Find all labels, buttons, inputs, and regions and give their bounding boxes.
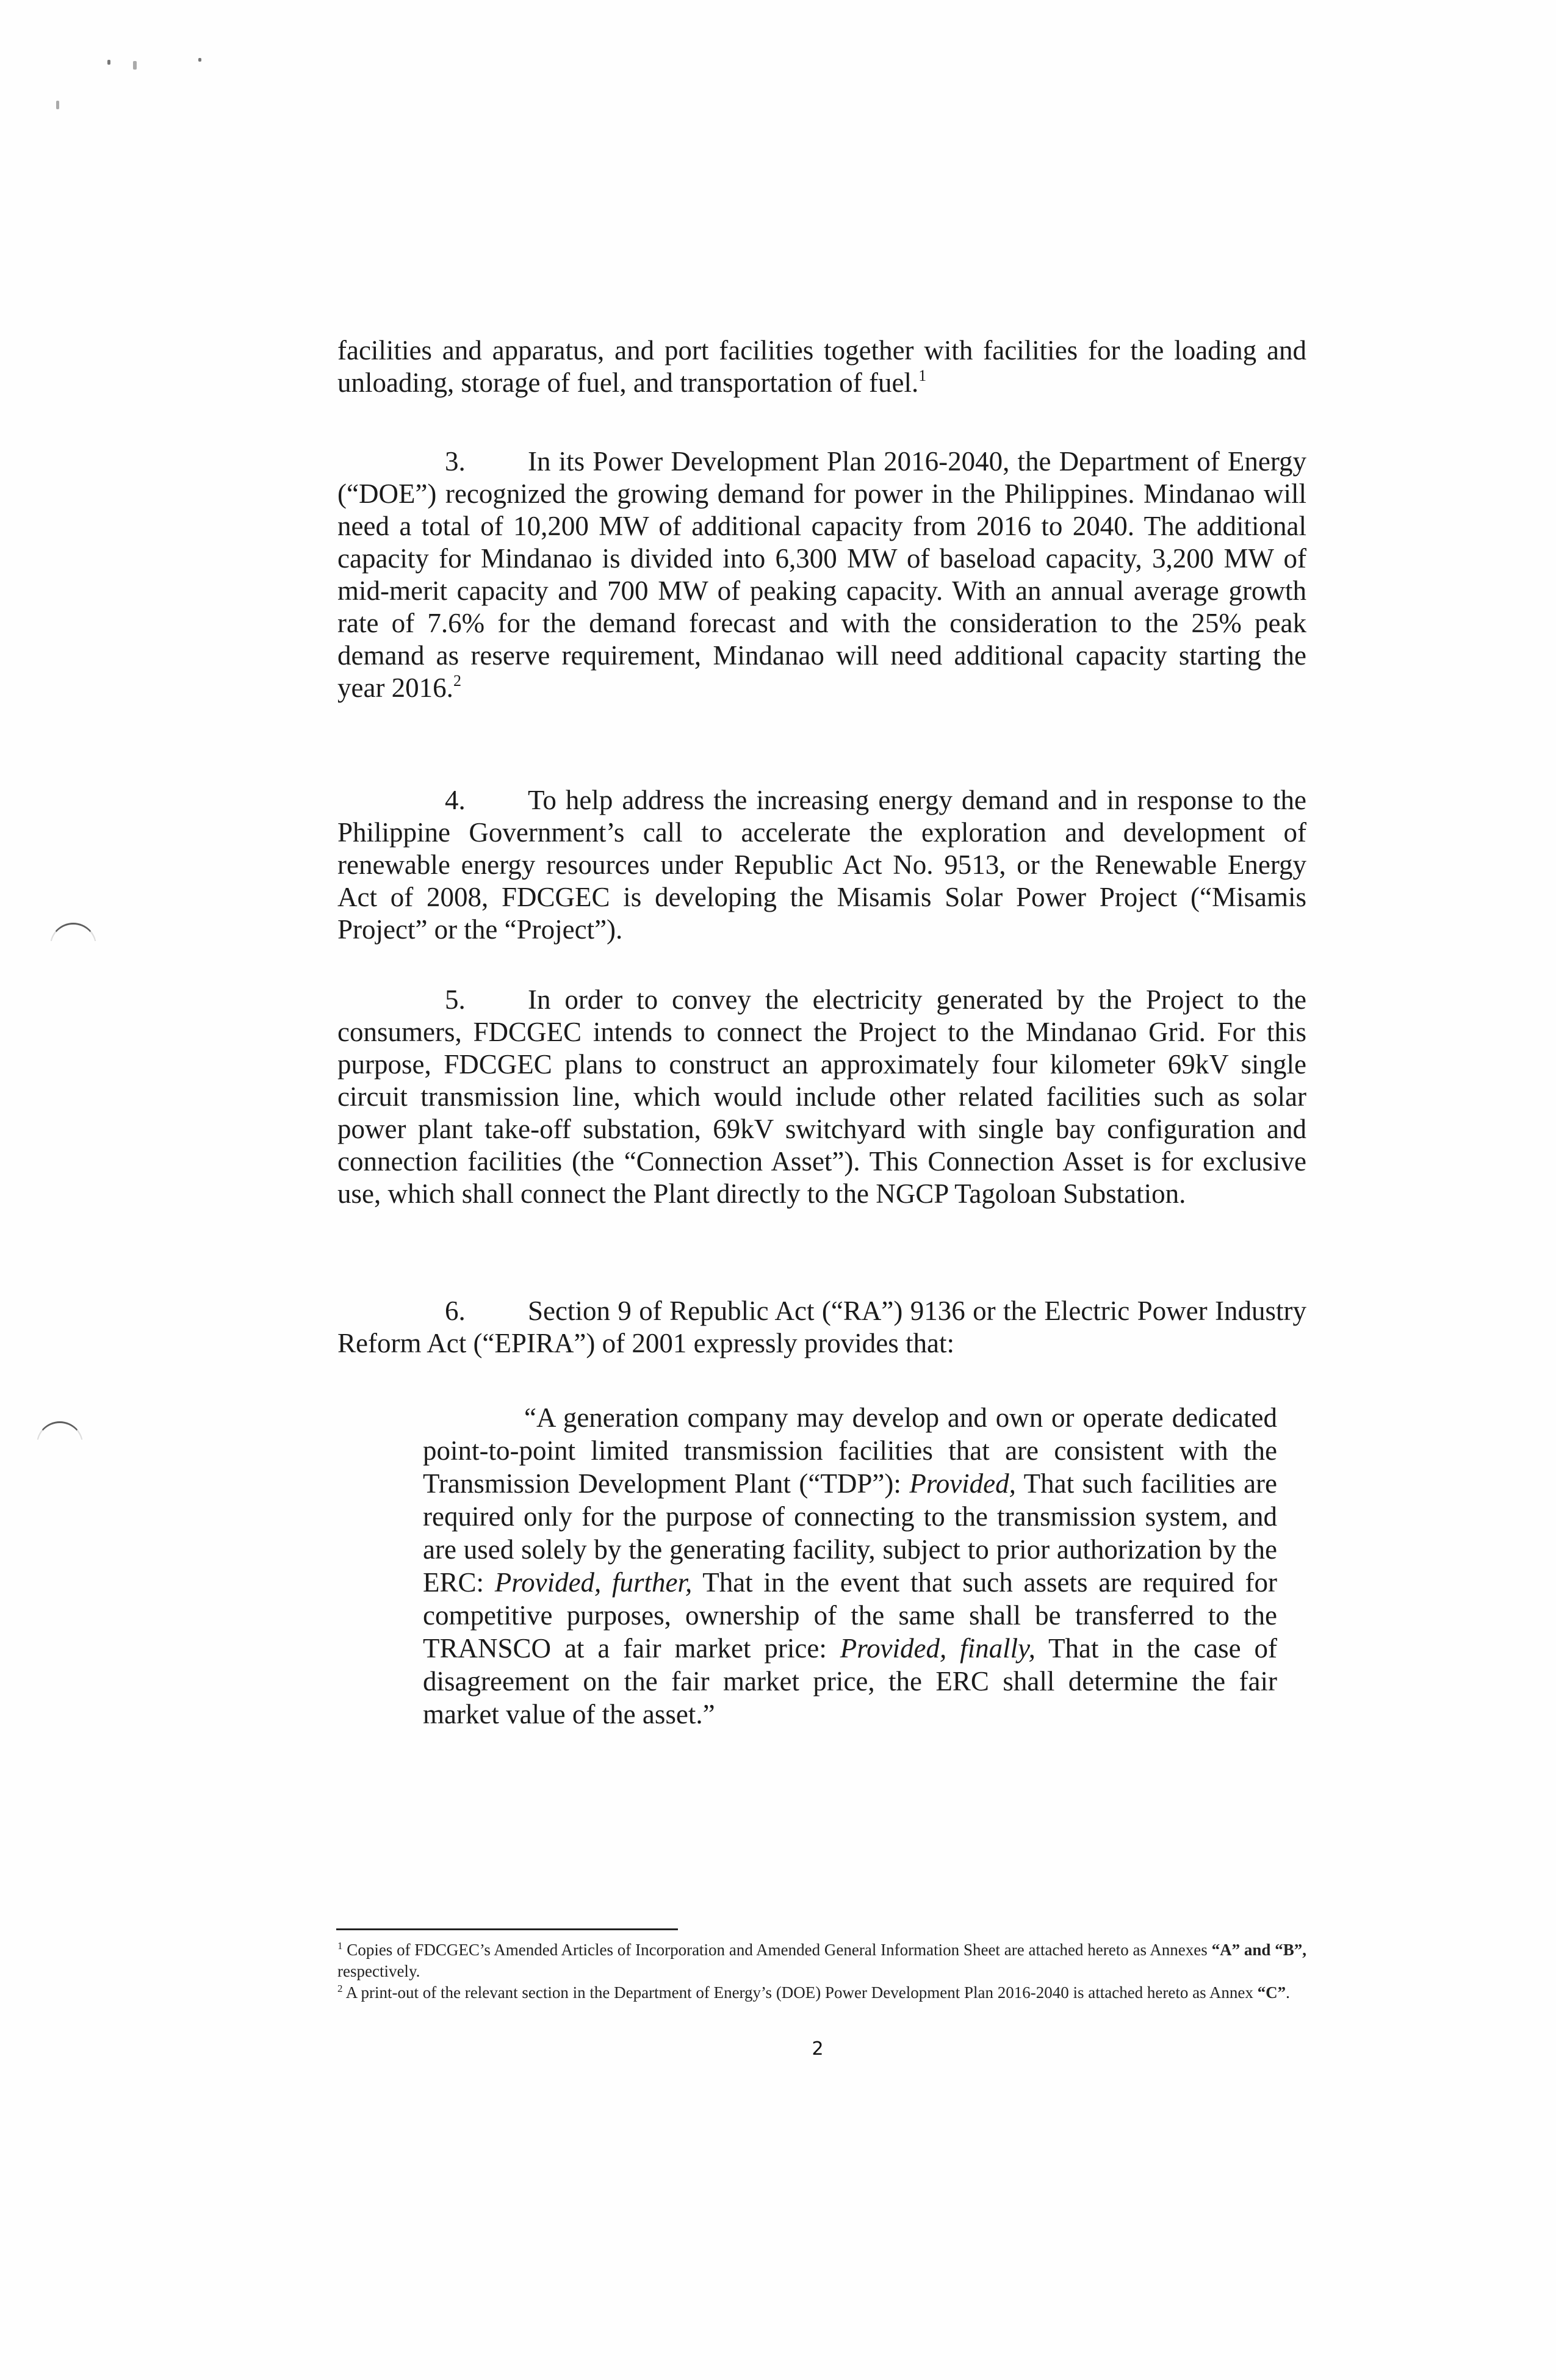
hole-punch-mark bbox=[50, 923, 96, 968]
paragraph-number: 3. bbox=[445, 446, 466, 477]
paragraph-3 bbox=[337, 445, 1306, 704]
paragraph-4 bbox=[337, 784, 1306, 946]
footnote-annex-label: “C” bbox=[1257, 1983, 1286, 2002]
quote-italic: Provided, bbox=[909, 1468, 1016, 1499]
hole-punch-mark bbox=[37, 1421, 83, 1467]
quote-italic: Provided, finally, bbox=[840, 1633, 1036, 1664]
quote-text bbox=[423, 1401, 1277, 1731]
body-text-block bbox=[337, 445, 1306, 704]
paragraph-text: facilities and apparatus, and port facilities together with facilities for the loading and unloading, storage of fuel, and transportation of fuel. bbox=[337, 335, 1306, 398]
quote-segment: That in the event that such assets are required for competitive purposes, ownership of the same shall be transferred to the TRANSCO at a fair market price: bbox=[423, 1567, 1277, 1664]
body-text-block bbox=[337, 334, 1306, 399]
footnote-annex-label: “A” and “B”, bbox=[1211, 1941, 1306, 1959]
scan-speck bbox=[107, 60, 110, 65]
paragraph-text: Section 9 of Republic Act (“RA”) 9136 or the Electric Power Industry Reform Act (“EPIRA”) of 2001 expressly provides that: bbox=[337, 1296, 1306, 1358]
page-number: 2 bbox=[812, 2038, 824, 2060]
scan-speck bbox=[56, 101, 59, 109]
body-text-block bbox=[337, 784, 1306, 946]
paragraph-6 bbox=[337, 1295, 1306, 1360]
paragraph-number: 6. bbox=[445, 1296, 466, 1326]
footnote-text: . bbox=[1286, 1983, 1290, 2002]
footnote-text: Copies of FDCGEC’s Amended Articles of Incorporation and Amended General Information Sheet are attached hereto as Annexes bbox=[342, 1941, 1212, 1959]
footnote-ref[interactable]: 2 bbox=[453, 672, 461, 690]
paragraph-text: In its Power Development Plan 2016-2040, the Department of Energy (“DOE”) recognized the growing demand for power in the Philippines. Mindanao will need a total of 10,200 MW of additional capacity from 2016 to 2040. The additional capacity for Mindanao is divided into 6,300 MW of baseload capacity, 3,200 MW of mid-merit capacity and 700 MW of peaking capacity. With an annual average growth rate of 7.6% for the demand forecast and with the consideration to the 25% peak demand as reserve requirement, Mindanao will need additional capacity starting the year 2016. bbox=[337, 446, 1306, 703]
paragraph-continued bbox=[337, 334, 1306, 399]
paragraph-text: To help address the increasing energy demand and in response to the Philippine Government’s call to accelerate the exploration and development of renewable energy resources under Republic Act No. 9513, or the Renewable Energy Act of 2008, FDCGEC is developing the Misamis Solar Power Project (“Misamis Project” or the “Project”). bbox=[337, 785, 1306, 945]
footnote-marker: 2 bbox=[337, 1983, 343, 1994]
body-text-block bbox=[337, 984, 1306, 1210]
footnote-separator bbox=[336, 1928, 678, 1930]
footnote-1 bbox=[337, 1939, 1306, 1982]
block-quote bbox=[423, 1401, 1277, 1731]
paragraph-number: 5. bbox=[445, 984, 466, 1015]
footnote-text: A print-out of the relevant section in the Department of Energy’s (DOE) Power Development Plan 2016-2040 is attached hereto as Annex bbox=[342, 1983, 1258, 2002]
quote-italic: Provided, further, bbox=[494, 1567, 693, 1598]
scan-speck bbox=[198, 58, 201, 62]
footnote-ref[interactable]: 1 bbox=[918, 367, 927, 384]
quote-segment: That in the case of disagreement on the fair market price, the ERC shall determine the fair market value of the asset.” bbox=[423, 1633, 1277, 1729]
footnote-2 bbox=[337, 1982, 1306, 2003]
footnotes bbox=[337, 1939, 1306, 2003]
quote-segment: “A generation company may develop and own or operate dedicated point-to-point limited transmission facilities that are consistent with the Transmission Development Plant (“TDP”): bbox=[423, 1402, 1277, 1499]
footnote-marker: 1 bbox=[337, 1940, 343, 1952]
body-text-block bbox=[337, 1295, 1306, 1360]
paragraph-5 bbox=[337, 984, 1306, 1210]
footnote-text: respectively. bbox=[337, 1962, 420, 1980]
paragraph-number: 4. bbox=[445, 785, 466, 815]
scan-speck bbox=[133, 61, 137, 70]
quote-segment: That such facilities are required only for the purpose of connecting to the transmission system, and are used solely by the generating facility, subject to prior authorization by the ERC: bbox=[423, 1468, 1277, 1598]
paragraph-text: In order to convey the electricity generated by the Project to the consumers, FDCGEC intends to connect the Project to the Mindanao Grid. For this purpose, FDCGEC plans to construct an approximately four kilometer 69kV single circuit transmission line, which would include other related facilities such as solar power plant take-off substation, 69kV switchyard with single bay configuration and connection facilities (the “Connection Asset”). This Connection Asset is for exclusive use, which shall connect the Plant directly to the NGCP Tagoloan Substation. bbox=[337, 984, 1306, 1209]
